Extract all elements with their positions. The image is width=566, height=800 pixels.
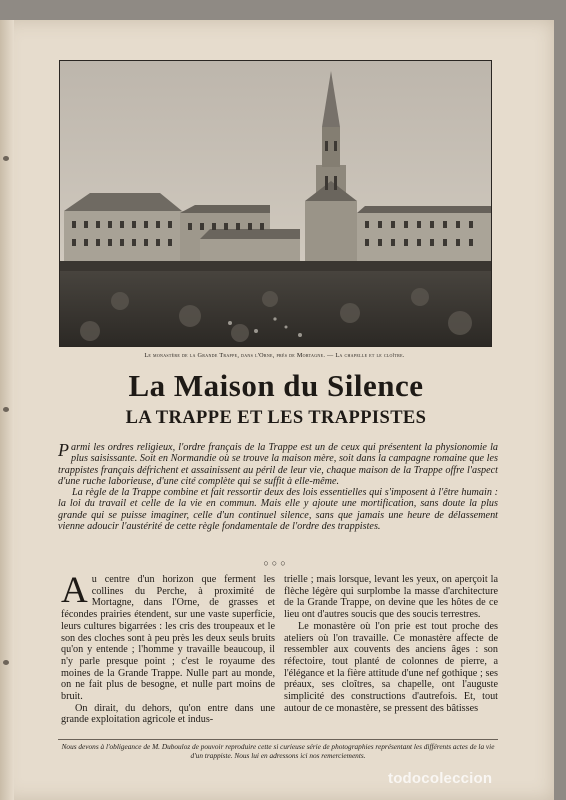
article-title: La Maison du Silence (128, 368, 424, 403)
footnote-divider (58, 739, 498, 740)
article-intro (58, 442, 498, 532)
intro-paragraph-2: La règle de la Trappe combine et fait ressortir deux des lois essentielles qui s'imposent à l'être humain : la loi du travail et celle de la vie en commun. Mais elle y ajoute une mortification, sans doute la plus grande qui se puisse imaginer, celle d'un continuel silence, sans que jamais une heure de délassement vienne adoucir l'austérité de cette règle fondamentale de l'ordre des trappistes. (58, 487, 498, 533)
section-ornament: ○○○ (263, 558, 289, 568)
column-left-paragraph-1 (61, 570, 275, 703)
column-right-paragraph-2: Le monastère où l'on prie est tout proche des ateliers où l'on travaille. Ce monastère affecte de ressembler aux couvents des anciens âges : son réfectoire, tout planté de colonnes de pierre, a l'élégance et la fière attitude d'une nef gothique ; ses préaux, ses cloîtres, sa chapelle, ont l'auguste simplicité des constructions d'autrefois. Et, tout autour de ce monastère, se pressent des bâtisses (284, 620, 498, 714)
intro-initial: P (58, 440, 69, 460)
intro-paragraph-1 (58, 442, 498, 487)
intro-paragraph-1-text: armi les ordres religieux, l'ordre français de la Trappe est un de ceux qui présentent la physionomie la plus saisissante. Soit en Normandie où se trouve la maison mère, soit dans la campagne romaine que les trappistes français défrichent et assainissent au péril de leur vie, chaque maison de la Trappe offre l'aspect d'une ruche laborieuse, d'une cité complète qui se suffit à elle-même. (58, 442, 498, 487)
column-right-paragraph-1: trielle ; mais lorsque, levant les yeux, on aperçoit la flèche légère qui surplombe la masse d'architecture de la Grande Trappe, on devine que les hôtes de ce lieu ont d'autres soucis que des soucis terrestres. (284, 574, 498, 621)
footnote: Nous devons à l'obligeance de M. Dubouloz de pouvoir reproduire cette si curieuse série de photographies représentant les différents actes de la vie d'un trappiste. Nous lui en adressons ici nos remerciements. (61, 742, 495, 760)
photo-caption: Le monastère de la Grande Trappe, dans l'Orne, près de Mortagne. — La chapelle et le cloître. (144, 352, 405, 359)
article-subtitle: LA TRAPPE ET LES TRAPPISTES (125, 408, 427, 428)
drop-cap: A (61, 570, 88, 611)
column-left-paragraph-1-text: u centre d'un horizon que ferment les collines du Perche, à proximité de Mortagne, dans l'Orne, de grasses et fécondes prairies étendent, sur une vaste superficie, leurs cultures bigarrées : les cris des troupeaux et le son des cloches sont à peu près les deux seuls bruits qu'on y entende ; l'homme y travaille beaucoup, il n'y parle presque point ; c'est le royaume des moines de la Grande Trappe. Nulle part au monde, on ne fait plus de besogne, et nulle part moins de bruit. (61, 574, 275, 703)
column-left-paragraph-2: On dirait, du dehors, qu'on entre dans une grande exploitation agricole et indus- (61, 702, 275, 726)
monastery-photo (59, 60, 492, 347)
article-column-right (284, 574, 498, 714)
watermark: todocoleccion (388, 770, 493, 787)
article-column-left (61, 570, 275, 726)
